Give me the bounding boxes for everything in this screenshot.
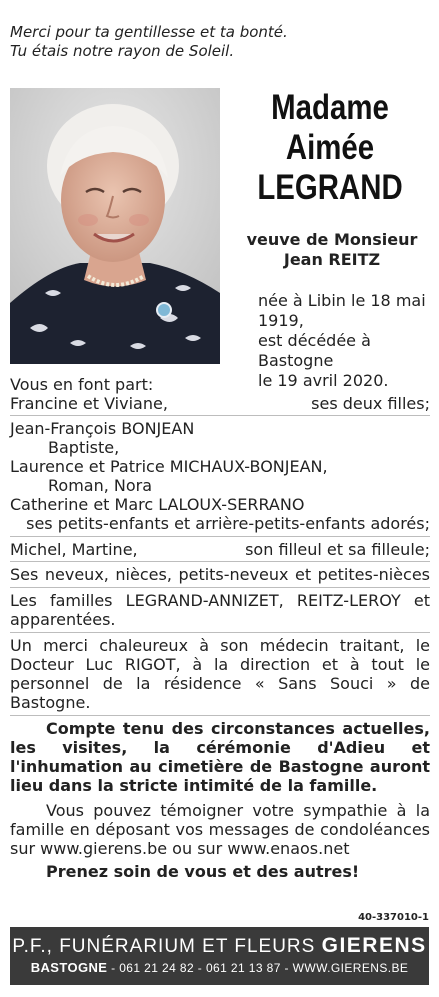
widow-of [234, 230, 430, 270]
banner-contacts: - 061 21 24 82 - 061 21 13 87 - WWW.GIERENS.BE [107, 961, 409, 975]
name-last: LEGRAND [257, 168, 403, 207]
intro-text: Vous en font part: [10, 375, 154, 394]
widow-line-1: veuve de Monsieur [246, 230, 418, 249]
circumstances-paragraph: Compte tenu des circonstances actuelles, les visites, la cérémonie d'Adieu et l'inhumation au cimetière de Bastogne auront lieu dans la stricte intimité de la famille. [10, 719, 430, 795]
birth-line: née à Libin le 18 mai 1919, [258, 291, 426, 330]
widow-line-2: Jean REITZ [283, 250, 381, 269]
death-date-line: le 19 avril 2020. [258, 371, 389, 390]
daughters-row [10, 394, 430, 416]
name-first: Aimée [285, 128, 375, 167]
families-line: Les familles LEGRAND-ANNIZET, REITZ-LEROY et apparentées. [10, 591, 430, 633]
godchildren-row [10, 540, 430, 562]
funeral-home-banner [10, 927, 429, 985]
banner-line-2 [10, 958, 429, 975]
portrait-photo [10, 88, 220, 364]
banner-brand: GIERENS [321, 934, 427, 957]
grandchild-1: Jean-François BONJEAN [10, 419, 195, 438]
announcement-body [10, 375, 430, 881]
reference-number: 40-337010-1 [358, 912, 429, 923]
grandchild-2-children: Roman, Nora [48, 476, 153, 495]
grandchild-2: Laurence et Patrice MICHAUX-BONJEAN, [10, 457, 328, 476]
portrait-illustration [10, 88, 220, 364]
name-title: Madame [271, 88, 389, 127]
nephews-line: Ses neveux, nièces, petits-neveux et petites-nièces [10, 565, 430, 588]
quote-line-2: Tu étais notre rayon de Soleil. [10, 42, 235, 60]
deceased-name [246, 88, 414, 208]
banner-prefix: P.F., FUNÉRARIUM ET FLEURS [12, 936, 316, 957]
grandchild-3: Catherine et Marc LALOUX-SERRANO [10, 495, 305, 514]
thanks-paragraph: Un merci chaleureux à son médecin traitant, le Docteur Luc RIGOT, à la direction et à tout le personnel de la résidence « Sans Souci » de Bastogne. [10, 636, 430, 716]
banner-line-1 [10, 927, 429, 958]
godchildren-names: Michel, Martine, [10, 540, 138, 559]
daughters-relation: ses deux filles; [311, 394, 430, 413]
godchildren-relation: son filleul et sa filleule; [245, 540, 430, 559]
quote-line-1: Merci pour ta gentillesse et ta bonté. [10, 23, 288, 41]
epitaph-quote [10, 23, 288, 61]
banner-city: BASTOGNE [30, 960, 108, 975]
death-place-line: est décédée à Bastogne [258, 331, 371, 370]
sympathy-paragraph: Vous pouvez témoigner votre sympathie à la famille en déposant vos messages de condoléances sur www.gierens.be ou sur www.enaos.net [10, 801, 430, 858]
closing-line: Prenez soin de vous et des autres! [46, 862, 360, 881]
grandchild-1-child: Baptiste, [48, 438, 120, 457]
daughters-names: Francine et Viviane, [10, 394, 168, 413]
grandchildren-relation: ses petits-enfants et arrière-petits-enfants adorés; [10, 514, 430, 537]
